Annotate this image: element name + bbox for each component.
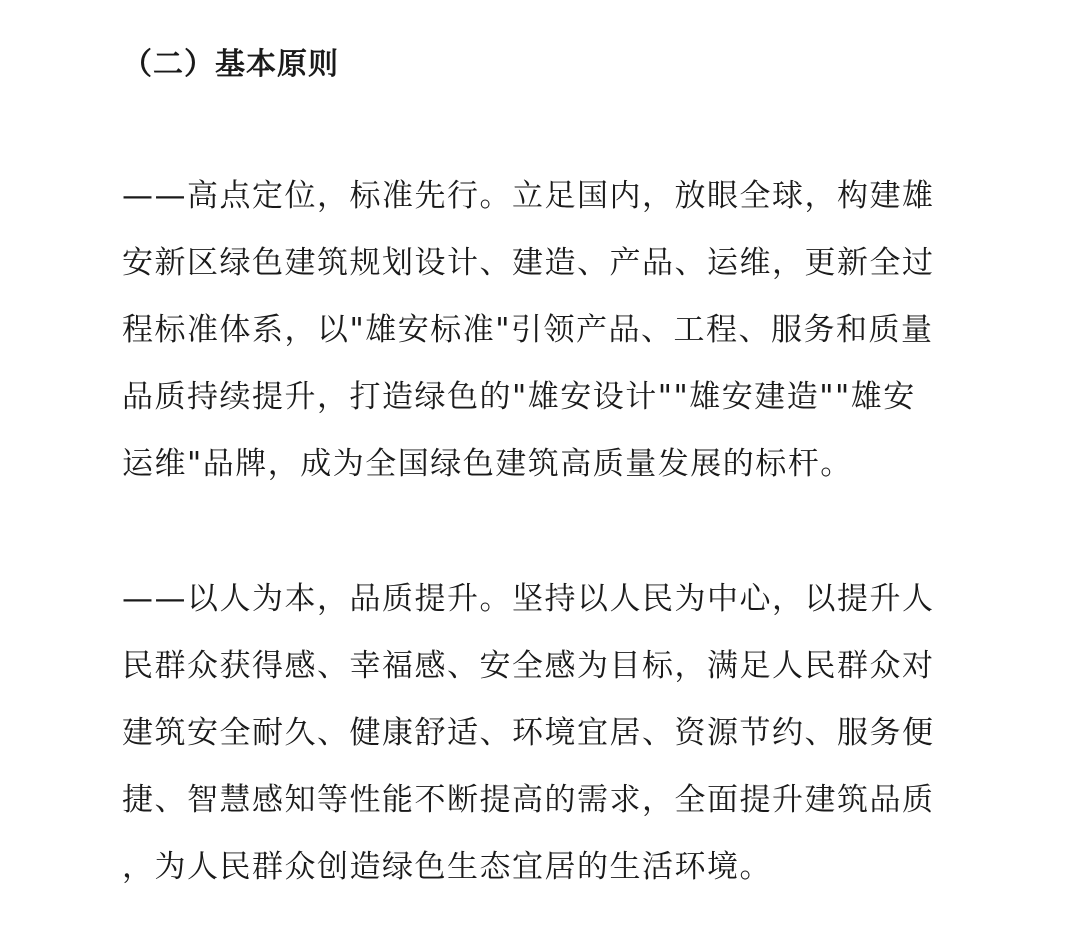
paragraph-line: 民群众获得感、幸福感、安全感为目标，满足人民群众对 — [122, 648, 935, 684]
paragraph-line: 捷、智慧感知等性能不断提高的需求，全面提升建筑品质 — [122, 782, 935, 818]
paragraph-line: 程标准体系，以"雄安标准"引领产品、工程、服务和质量 — [122, 312, 934, 348]
paragraph-line: 建筑安全耐久、健康舒适、环境宜居、资源节约、服务便 — [122, 715, 935, 751]
paragraph-standards-first — [122, 163, 962, 498]
paragraph-line: 安新区绿色建筑规划设计、建造、产品、运维，更新全过 — [122, 245, 935, 281]
paragraph-people-oriented — [122, 566, 962, 901]
section-heading: （二）基本原则 — [122, 47, 339, 82]
paragraph-line: 运维"品牌，成为全国绿色建筑高质量发展的标杆。 — [122, 446, 853, 482]
paragraph-line: 品质持续提升，打造绿色的"雄安设计""雄安建造""雄安 — [122, 379, 916, 415]
paragraph-line: ——高点定位，标准先行。立足国内，放眼全球，构建雄 — [122, 178, 935, 214]
paragraph-line: ，为人民群众创造绿色生态宜居的生活环境。 — [122, 849, 772, 885]
paragraph-line: ——以人为本，品质提升。坚持以人民为中心，以提升人 — [122, 581, 935, 617]
